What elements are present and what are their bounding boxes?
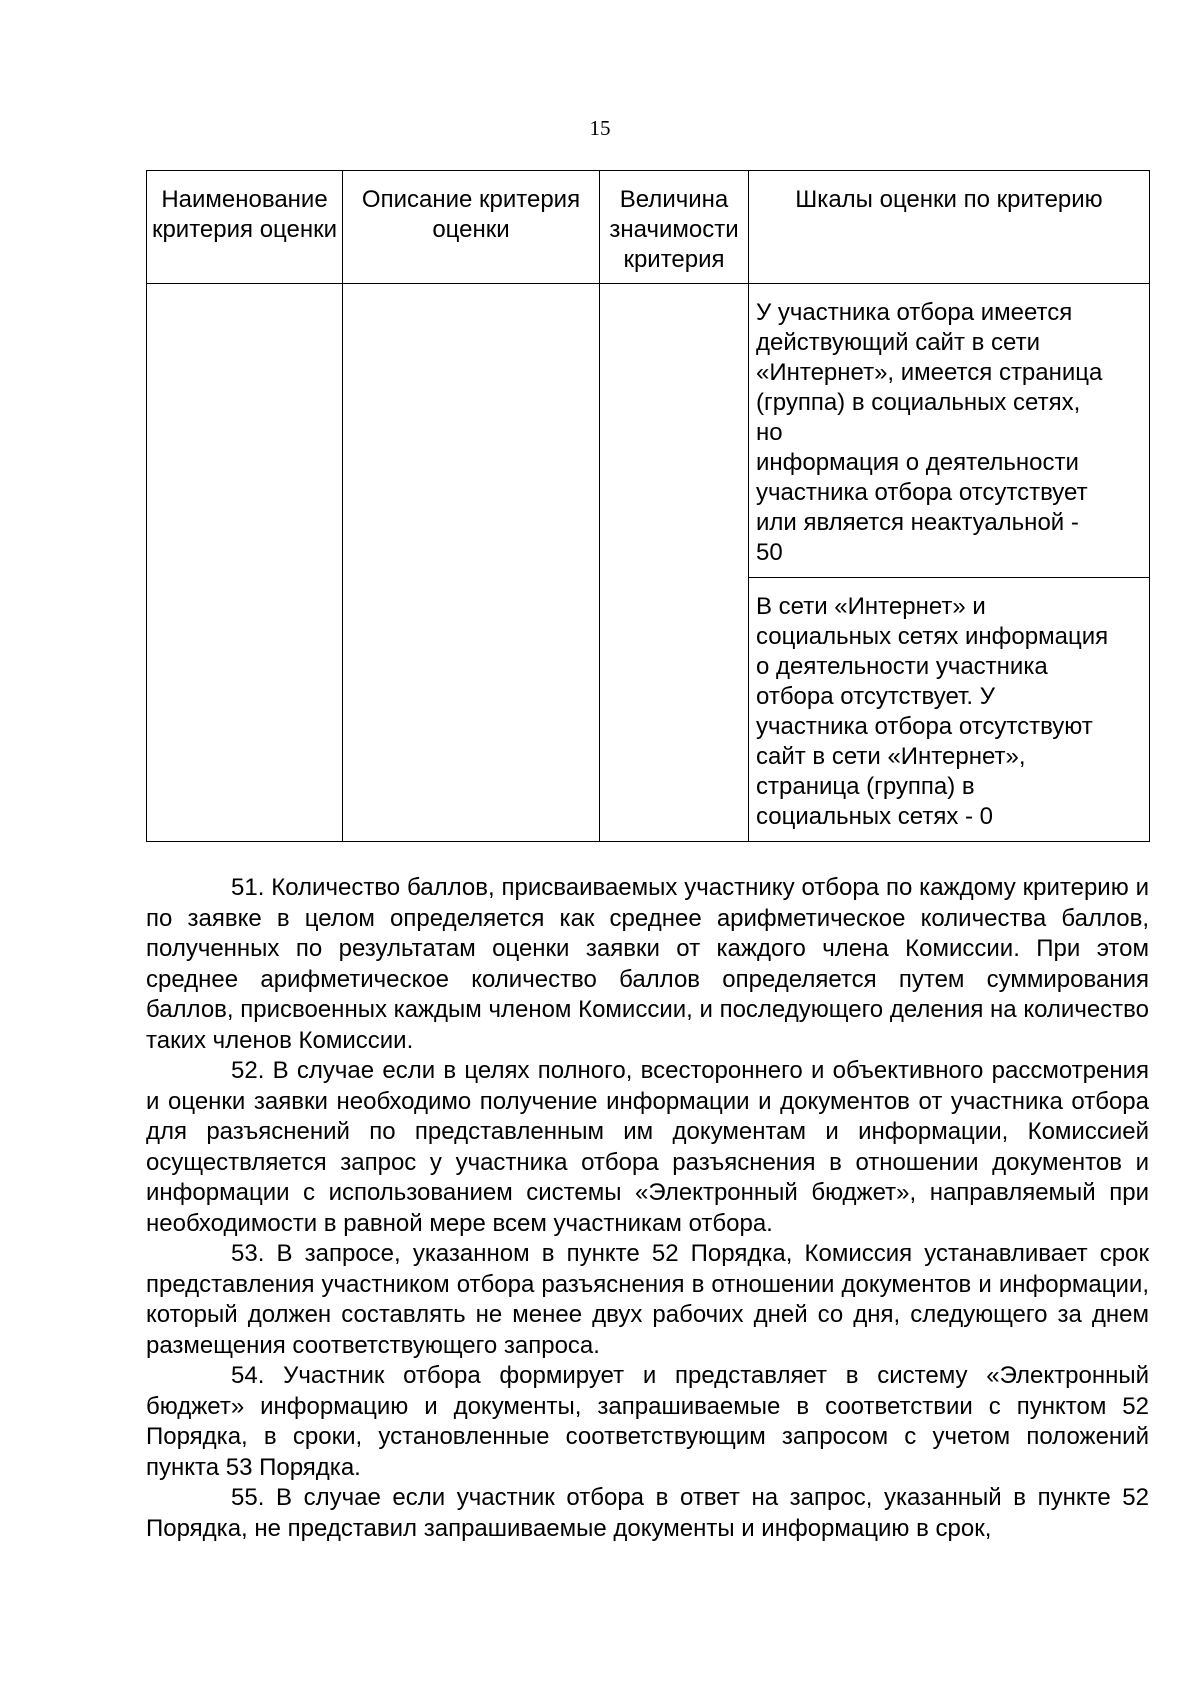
cell-scale-option xyxy=(749,284,1150,578)
paragraph-54: 54. Участник отбора формирует и представляет в систему «Электронный бюджет» информацию и документы, запрашиваемые в соответствии с пунктом 52 Порядка, в сроки, установленные соответствующим запросом с учетом положений пункта 53 Порядка. xyxy=(146,1362,1149,1481)
table-header-row xyxy=(147,171,1150,284)
paragraph-53: 53. В запросе, указанном в пункте 52 Порядка, Комиссия устанавливает срок представления участником отбора разъяснения в отношении документов и информации, который должен составлять не менее двух рабочих дней со дня, следующего за днем размещения соответствующего запроса. xyxy=(146,1240,1149,1359)
header-criterion-name: Наименование критерия оценки xyxy=(147,171,343,284)
document-body xyxy=(146,873,1149,1544)
paragraph-51: 51. Количество баллов, присваиваемых участнику отбора по каждому критерию и по заявке в целом определяется как среднее арифметическое количества баллов, полученных по результатам оценки заявки от каждого члена Комиссии. При этом среднее арифметическое количество баллов определяется путем суммирования баллов, присвоенных каждым членом Комиссии, и последующего деления на количество таких членов Комиссии. xyxy=(146,874,1149,1054)
scale-option-text: У участника отбора имеется действующий сайт в сети «Интернет», имеется страница (группа) в социальных сетях, но информация о деятельности участника отбора отсутствует или является неактуальной - 50 xyxy=(756,299,1103,566)
paragraph-55: 55. В случае если участник отбора в ответ на запрос, указанный в пункте 52 Порядка, не представил запрашиваемые документы и информацию в срок, xyxy=(146,1484,1149,1542)
header-criterion-weight: Величина значимости критерия xyxy=(600,171,749,284)
criteria-table xyxy=(146,170,1150,842)
scale-option-text: В сети «Интернет» и социальных сетях информация о деятельности участника отбора отсутствует. У участника отбора отсутствуют сайт в сети «Интернет», страница (группа) в социальных сетях - 0 xyxy=(756,593,1109,830)
table-row xyxy=(147,284,1150,578)
cell-criterion-weight xyxy=(600,284,749,842)
header-criterion-scale: Шкалы оценки по критерию xyxy=(749,171,1150,284)
page-number: 15 xyxy=(589,116,611,140)
header-criterion-description: Описание критерия оценки xyxy=(343,171,600,284)
cell-scale-option xyxy=(749,578,1150,842)
cell-criterion-description xyxy=(343,284,600,842)
paragraph-52: 52. В случае если в целях полного, всестороннего и объективного рассмотрения и оценки заявки необходимо получение информации и документов от участника отбора для разъяснений по представленным им документам и информации, Комиссией осуществляется запрос у участника отбора разъяснения в отношении документов и информации с использованием системы «Электронный бюджет», направляемый при необходимости в равной мере всем участникам отбора. xyxy=(146,1057,1149,1237)
cell-criterion-name xyxy=(147,284,343,842)
